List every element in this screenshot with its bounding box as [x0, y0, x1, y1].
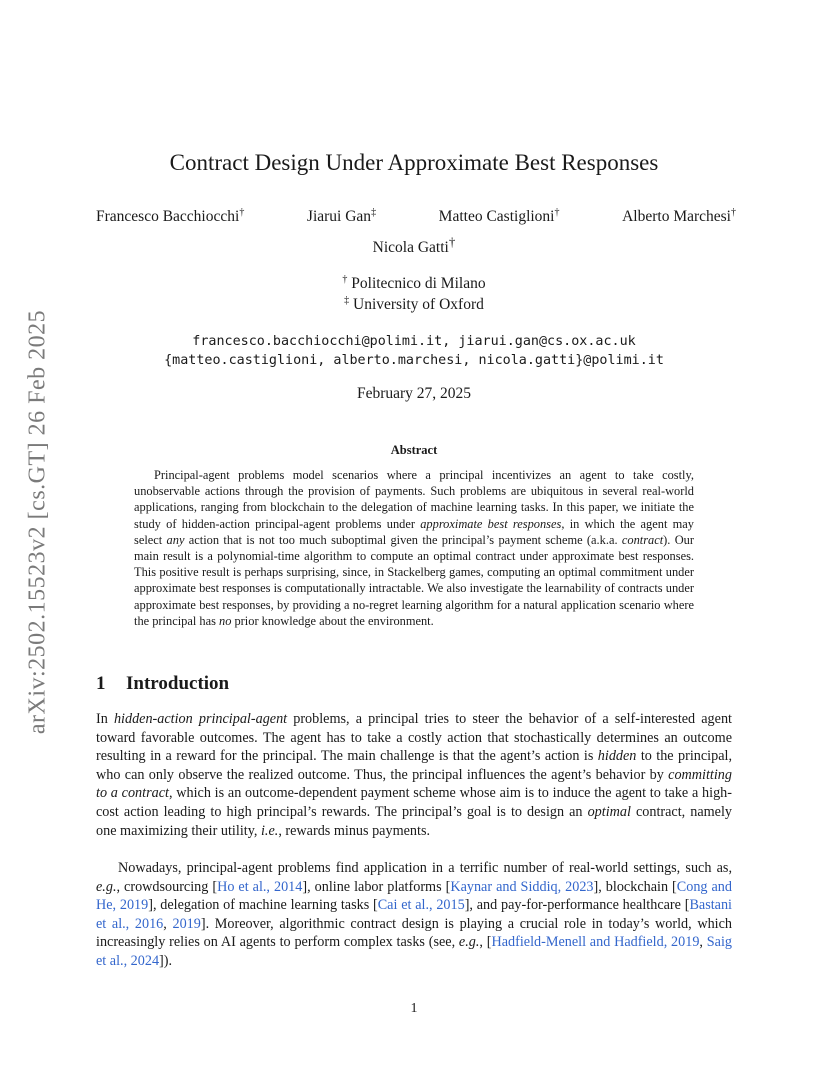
author-4: Alberto Marchesi† — [622, 207, 736, 226]
citation-link[interactable]: Cai et al., 2015 — [377, 897, 465, 914]
abstract-heading: Abstract — [390, 443, 438, 457]
author-5: Nicola Gatti† — [372, 234, 456, 257]
affiliation-2: ‡ University of Oxford — [344, 295, 484, 314]
section-heading-introduction: 1 Introduction — [96, 673, 230, 694]
author-1: Francesco Bacchiocchi† — [96, 207, 245, 226]
author-2: Jiarui Gan‡ — [306, 207, 377, 226]
author-3: Matteo Castiglioni† — [438, 207, 560, 226]
intro-paragraph-2: Nowadays, principal-agent problems find application in a terrific number of real-world settings, such as, e.g., crowdsourcing [Ho et al., 2014], online labor platforms [Kaynar and Siddiq, 2023], blockchain [Cong and He, 2019], delegation of machine learning tasks [Cai et al., 2015], and pay-for-performance healthcare [Bastani et al., 2016, 2019]. Moreover, algorithmic contract design is playing a crucial role in today’s world, which increasingly relies on AI agents to perform complex tasks (see, e.g., [Hadfield-Menell and Hadfield, 2019, Saig et al., 2024]). — [96, 860, 732, 969]
paper-title: Contract Design Under Approximate Best Responses — [169, 150, 659, 175]
citation-link[interactable]: Bastani et al., 2016 — [96, 897, 732, 932]
abstract-text: Principal-agent problems model scenarios where a principal incentivizes an agent to take costly, unobservable actions through the provision of payments. Such problems are ubiquitous in several real-world applications, ranging from blockchain to the delegation of machine learning tasks. In this paper, we initiate the study of hidden-action principal-agent problems under approximate best responses, in which the agent may select any action that is not too much suboptimal given the principal’s payment scheme (a.k.a. contract). Our main result is a polynomial-time algorithm to compute an optimal contract under approximate best responses. This positive result is perhaps surprising, since, in Stackelberg games, computing an optimal commitment under approximate best responses is computationally intractable. We also investigate the learnability of contracts under approximate best responses, by providing a no-regret learning algorithm for a natural application scenario where the principal has no prior knowledge about the environment. — [134, 468, 694, 628]
email-line-1[interactable]: francesco.bacchiocchi@polimi.it, jiarui.gan@cs.ox.ac.uk — [192, 334, 636, 349]
affiliation-1: † Politecnico di Milano — [342, 274, 486, 293]
citation-link[interactable]: 2019 — [172, 915, 201, 932]
publication-date: February 27, 2025 — [356, 385, 472, 402]
email-line-2[interactable]: {matteo.castiglioni, alberto.marchesi, nicola.gatti}@polimi.it — [164, 353, 664, 368]
page-number: 1 — [410, 1001, 418, 1016]
arxiv-identifier: arXiv:2502.15523v2 [cs.GT] 26 Feb 2025 — [24, 309, 51, 735]
author-list — [96, 207, 736, 226]
citation-link[interactable]: Hadfield-Menell and Hadfield, 2019 — [491, 934, 700, 951]
citation-link[interactable]: Ho et al., 2014 — [217, 878, 303, 895]
citation-link[interactable]: Saig et al., 2024 — [96, 934, 732, 969]
citation-link[interactable]: Cong and He, 2019 — [96, 878, 732, 914]
citation-link[interactable]: Kaynar and Siddiq, 2023 — [450, 878, 594, 895]
intro-paragraph-1: In hidden-action principal-agent problems, a principal tries to steer the behavior of a self-interested agent toward favorable outcomes. The agent has to take a costly action that stochastically determines an outcome resulting in a reward for the principal. The main challenge is that the agent’s action is hidden to the principal, who can only observe the realized outcome. Thus, the principal influences the agent’s behavior by committing to a contract, which is an outcome-dependent payment scheme whose aim is to induce the agent to take a high-cost action leading to high principal’s rewards. The principal’s goal is to design an optimal contract, namely one maximizing their utility, i.e., rewards minus payments. — [96, 711, 733, 839]
